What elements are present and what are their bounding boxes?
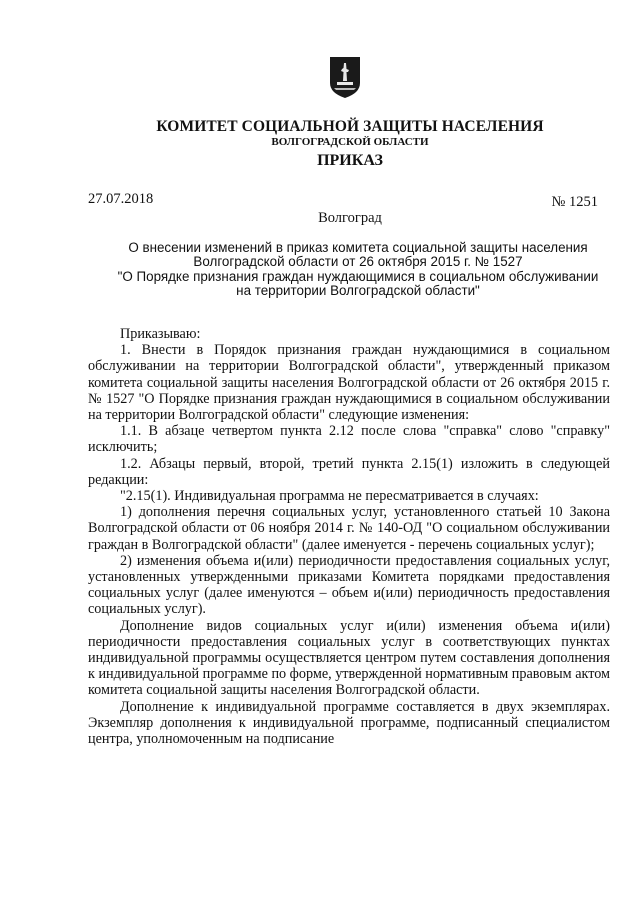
body-paragraph: 1) дополнения перечня социальных услуг, установленного статьей 10 Закона Волгоградской области от 06 ноября 2014 г. № 140-ОД "О социальном обслуживании граждан в Волгоградской области" (далее именуется - перечень социальных услуг); [88, 504, 610, 553]
body-paragraph: 2) изменения объема и(или) периодичности предоставления социальных услуг, установленных утвержденными приказами Комитета порядками предоставления социальных услуг (далее именуются – объем и(или) периодичность предоставления социальных услуг). [88, 552, 610, 618]
body-paragraph: Приказываю: [120, 326, 201, 342]
document-number: № 1251 [551, 194, 598, 210]
body-paragraph: 1.2. Абзацы первый, второй, третий пункта 2.15(1) изложить в следующей редакции: [88, 455, 610, 488]
document-city: Волгоград [318, 210, 382, 226]
document-subject [88, 241, 628, 299]
body-paragraph: "2.15(1). Индивидуальная программа не пересматривается в случаях: [120, 488, 539, 505]
subject-line: "О Порядке признания граждан нуждающимися в социальном обслуживании [117, 268, 599, 284]
body-paragraph: 1. Внести в Порядок признания граждан нуждающимися в социальном обслуживании на территории Волгоградской области", утвержденный приказом комитета социальной защиты населения Волгоградской области от 26 октября 2015 г. № 1527 "О Порядке признания граждан нуждающимися в социальном обслуживании на территории Волгоградской области" следующие изменения: [88, 342, 610, 424]
subject-line: О внесении изменений в приказ комитета социальной защиты населения [128, 240, 588, 255]
volgograd-coat-of-arms-icon [328, 55, 362, 99]
document-date: 27.07.2018 [88, 191, 154, 207]
document-type: ПРИКАЗ [317, 152, 383, 169]
document-body [88, 326, 610, 747]
body-paragraph: Дополнение видов социальных услуг и(или) изменения объема и(или) периодичности предоставления социальных услуг в соответствующих пунктах индивидуальной программы осуществляется центром путем составления дополнения к индивидуальной программе по форме, утвержденной нормативным правовым актом комитета социальной защиты населения Волгоградской области. [88, 617, 611, 699]
body-paragraph: 1.1. В абзаце четвертом пункта 2.12 после слова "справка" слово "справку" исключить; [88, 423, 610, 456]
subject-line: Волгоградской области от 26 октября 2015 г. № 1527 [193, 254, 523, 270]
organization-region: ВОЛГОГРАДСКОЙ ОБЛАСТИ [271, 136, 429, 148]
body-paragraph: Дополнение к индивидуальной программе составляется в двух экземплярах. Экземпляр дополнения к индивидуальной программе, подписанный специалистом центра, уполномоченным на подписание [88, 698, 610, 748]
subject-line: на территории Волгоградской области" [236, 283, 480, 299]
organization-title: КОМИТЕТ СОЦИАЛЬНОЙ ЗАЩИТЫ НАСЕЛЕНИЯ [156, 118, 544, 135]
